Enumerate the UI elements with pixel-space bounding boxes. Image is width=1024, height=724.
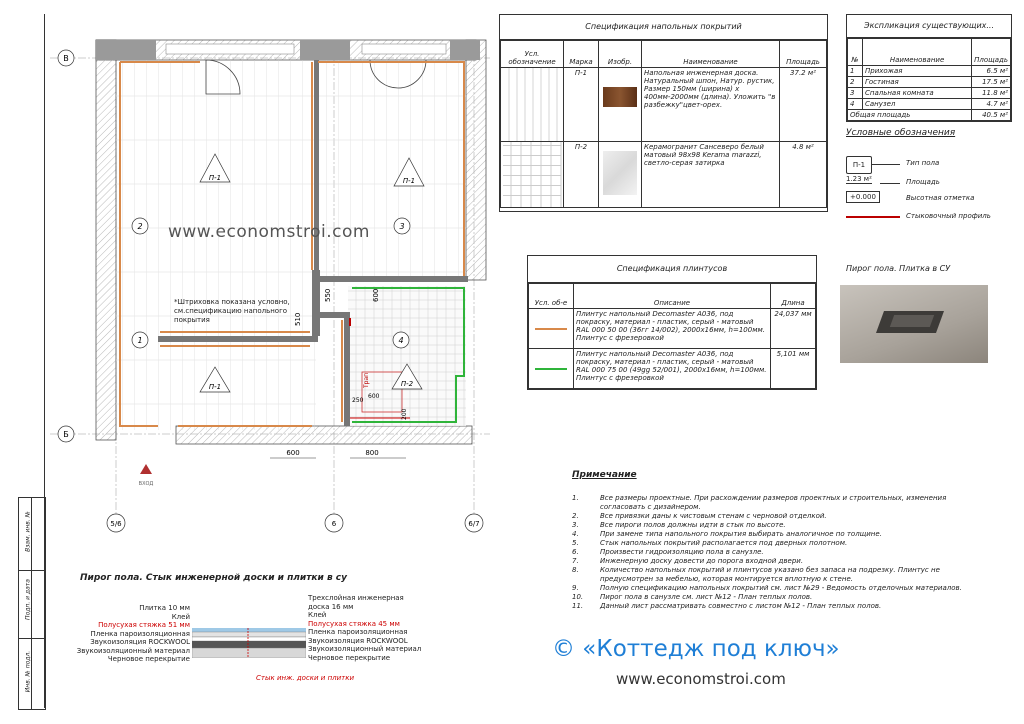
brand-url: www.economstroi.com bbox=[616, 670, 786, 688]
ex-name: Прихожая bbox=[863, 66, 972, 77]
ex-h-area: Площадь bbox=[972, 39, 1011, 66]
fs-img-wood bbox=[599, 68, 642, 142]
fs-area: 4.8 м² bbox=[780, 142, 827, 208]
note-item: 11. Данный лист рассматривать совместно с листом №12 - План теплых полов. bbox=[572, 602, 882, 610]
legend-label-profile: Стыковочный профиль bbox=[906, 212, 991, 220]
notes-title: Примечание bbox=[572, 470, 637, 480]
legend-sym-type bbox=[846, 156, 872, 174]
fs-name: Напольная инженерная доска. Натуральный шпон, Натур. рустик, Размер 150мм (ширина) х 400мм-2000мм (длина). Уложить "в разбежку"цвет-орех. bbox=[642, 68, 780, 142]
ex-n: 1 bbox=[848, 66, 863, 77]
legend bbox=[846, 150, 1016, 230]
stamp-label-2: Подп. и дата bbox=[24, 579, 32, 620]
explication-title: Экспликация существующих... bbox=[847, 15, 1011, 38]
explication-table bbox=[847, 38, 1011, 121]
ex-row bbox=[848, 77, 1011, 88]
ex-area: 11.8 м² bbox=[972, 88, 1011, 99]
skirting-spec-title: Спецификация плинтусов bbox=[528, 256, 816, 283]
legend-sym-area: 1.23 м² bbox=[846, 175, 872, 183]
ex-row bbox=[848, 66, 1011, 77]
dim-200: 200 bbox=[401, 408, 408, 420]
floor-spec-title: Спецификация напольных покрытий bbox=[500, 15, 827, 40]
sk-desc: Плинтус напольный Decomaster A036, под покраску, материал - пластик, серый - матовый RAL 000 75 00 (49gg 52/001), 2000х16мм, h=100мм. Плинтус с фрезеровкой bbox=[574, 349, 771, 389]
sk-h-len: Длина bbox=[771, 284, 816, 309]
threshold-image bbox=[840, 285, 988, 363]
ex-n: 2 bbox=[848, 77, 863, 88]
plan-watermark: www.economstroi.com bbox=[168, 222, 370, 242]
fs-sym-tiles bbox=[501, 142, 564, 208]
sec-l-5: Звукоизоляционный материал bbox=[76, 646, 190, 655]
sec-l-0: Плитка 10 мм bbox=[139, 604, 190, 612]
section-bottom-label: Стык инж. доски и плитки bbox=[256, 674, 355, 682]
dim-510: 510 bbox=[294, 312, 302, 326]
fs-h-img: Изобр. bbox=[599, 41, 642, 68]
fs-h-sym: Усл. обозначение bbox=[501, 41, 564, 68]
sk-row bbox=[529, 309, 816, 349]
section-title: Пирог пола. Стык инженерной доски и плитки в су bbox=[80, 573, 347, 583]
floor-tag-3: П-1 bbox=[402, 177, 416, 185]
sec-l-2: Полусухая стяжка 51 мм bbox=[98, 621, 190, 629]
sec-r-7: Черновое перекрытие bbox=[308, 653, 391, 662]
sec-r-3: Полусухая стяжка 45 мм bbox=[308, 619, 400, 628]
ex-name: Спальная комната bbox=[863, 88, 972, 99]
note-item: 7. Инженерную доску довести до порога входной двери. bbox=[572, 557, 804, 565]
legend-sym-profile bbox=[846, 216, 900, 218]
skirting-spec-panel bbox=[527, 255, 817, 390]
sk-len: 24,037 мм bbox=[771, 309, 816, 349]
floor-tag-4: П-2 bbox=[400, 380, 414, 388]
dim-600-s: 600 bbox=[368, 393, 380, 400]
threshold-title: Пирог пола. Плитка в СУ bbox=[846, 264, 951, 273]
legend-label-area: Площадь bbox=[906, 178, 940, 186]
stamp-label-1: Взам. инв. № bbox=[24, 511, 32, 552]
room-number-3: 3 bbox=[399, 222, 405, 231]
floor-spec-table bbox=[500, 40, 827, 208]
dim-800: 800 bbox=[365, 449, 379, 457]
room-number-2: 2 bbox=[137, 222, 143, 231]
ex-total-row bbox=[848, 110, 1011, 121]
notes-list bbox=[572, 494, 992, 611]
dim-250: 250 bbox=[352, 397, 364, 404]
entrance-arrow bbox=[140, 464, 152, 474]
axis-h-right: 6/7 bbox=[468, 520, 480, 528]
note-item: 1. Все размеры проектные. При расхождении размеров проектных и строительных, изменения согласовать с дизайнером. bbox=[572, 494, 947, 511]
note-item: 2. Все привязки даны к чистовым стенам с черновой отделкой. bbox=[572, 512, 827, 520]
fs-mark: П-1 bbox=[564, 68, 599, 142]
ex-n: 4 bbox=[848, 99, 863, 110]
ex-h-n: № bbox=[848, 39, 863, 66]
ex-area: 6.5 м² bbox=[972, 66, 1011, 77]
fs-img-marble bbox=[599, 142, 642, 208]
axis-h-mid: 6 bbox=[331, 520, 337, 528]
entrance-label: ВХОД bbox=[138, 481, 154, 487]
sec-l-1: Клей bbox=[171, 612, 190, 621]
legend-label-elev: Высотная отметка bbox=[906, 194, 975, 202]
axis-v-top: В bbox=[63, 54, 69, 63]
sk-row bbox=[529, 349, 816, 389]
floor-plan bbox=[50, 30, 500, 540]
sk-h-sym: Усл. об-е bbox=[529, 284, 574, 309]
fs-name: Керамогранит Сансеверо белый матовый 98х98 Kerama marazzi, светло-серая затирка bbox=[642, 142, 780, 208]
sec-l-4: Звукоизоляция ROCKWOOL bbox=[90, 638, 190, 646]
fs-mark: П-2 bbox=[564, 142, 599, 208]
sec-l-3: Пленка пароизоляционная bbox=[90, 629, 190, 638]
note-item: 4. При замене типа напольного покрытия выбирать аналогичное по толщине. bbox=[572, 530, 882, 538]
ex-row bbox=[848, 99, 1011, 110]
trap-label: Трап bbox=[363, 372, 370, 388]
sk-h-desc: Описание bbox=[574, 284, 771, 309]
ex-name: Гостиная bbox=[863, 77, 972, 88]
legend-sym-type-text: П-1 bbox=[852, 161, 866, 169]
dim-600-bottom: 600 bbox=[286, 449, 300, 457]
room-number-1: 1 bbox=[137, 336, 143, 345]
sheet-frame-left bbox=[44, 14, 45, 708]
stamp-strip bbox=[18, 497, 46, 710]
hatch-note: *Штриховка показана условно, см.спецификацию напольного покрытия bbox=[174, 298, 290, 324]
fs-sym-boards bbox=[501, 68, 564, 142]
fs-h-name: Наименование bbox=[642, 41, 780, 68]
dim-550: 550 bbox=[324, 288, 332, 302]
section-left-labels bbox=[70, 604, 190, 664]
sec-l-6: Черновое перекрытие bbox=[107, 655, 190, 663]
sec-r-0: Трехслойная инженерная bbox=[308, 594, 404, 602]
stamp-label-3: Инв. № подл. bbox=[24, 650, 32, 693]
sec-r-2: Клей bbox=[308, 611, 327, 619]
floor-tag-2: П-1 bbox=[208, 383, 222, 391]
fs-row bbox=[501, 142, 827, 208]
ex-name: Санузел bbox=[863, 99, 972, 110]
fs-h-area: Площадь bbox=[780, 41, 827, 68]
explication-panel bbox=[846, 14, 1012, 122]
sec-r-5: Звукоизоляция ROCKWOOL bbox=[308, 636, 408, 645]
ex-n: 3 bbox=[848, 88, 863, 99]
sk-desc: Плинтус напольный Decomaster A036, под покраску, материал - пластик, серый - матовый RAL 000 50 00 (36гг 14/002), 2000х16мм, h=100мм. Плинтус с фрезеровкой bbox=[574, 309, 771, 349]
note-item: 5. Стык напольных покрытий располагается под дверных полотном. bbox=[572, 539, 848, 547]
legend-title: Условные обозначения bbox=[846, 128, 956, 138]
section-right-labels bbox=[308, 594, 428, 662]
note-item: 10. Пирог пола в санузле см. лист №12 - План теплых полов. bbox=[572, 593, 813, 601]
fs-area: 37.2 м² bbox=[780, 68, 827, 142]
axis-v-bottom: Б bbox=[63, 430, 69, 439]
legend-sym-elev: +0.000 bbox=[846, 191, 880, 203]
sec-r-4: Пленка пароизоляционная bbox=[308, 628, 408, 636]
ex-row bbox=[848, 88, 1011, 99]
sec-r-1: доска 16 мм bbox=[308, 602, 354, 611]
ex-total-label: Общая площадь bbox=[848, 110, 972, 121]
ex-total-area: 40.5 м² bbox=[972, 110, 1011, 121]
floor-tag-1: П-1 bbox=[208, 174, 222, 182]
ex-area: 17.5 м² bbox=[972, 77, 1011, 88]
skirting-spec-table bbox=[528, 283, 816, 389]
room-number-4: 4 bbox=[398, 336, 404, 345]
legend-label-type: Тип пола bbox=[906, 159, 940, 167]
note-item: 6. Произвести гидроизоляцию пола в санузле. bbox=[572, 548, 764, 556]
fs-h-mark: Марка bbox=[564, 41, 599, 68]
sk-sym-green bbox=[529, 349, 574, 389]
brand-title: © «Коттедж под ключ» bbox=[552, 636, 840, 662]
axis-h-left: 5/6 bbox=[110, 520, 122, 528]
ex-h-name: Наименование bbox=[863, 39, 972, 66]
note-item: 8. Количество напольных покрытий и плинтусов указано без запаса на подрезку. Плинтус не предусмотрен за мебелью, которая монтируется вплотную к стене. bbox=[572, 566, 940, 583]
section-drawing bbox=[192, 628, 306, 658]
ex-area: 4.7 м² bbox=[972, 99, 1011, 110]
fs-row bbox=[501, 68, 827, 142]
sk-len: 5,101 мм bbox=[771, 349, 816, 389]
note-item: 3. Все пироги полов должны идти в стык по высоте. bbox=[572, 521, 786, 529]
floor-spec-panel bbox=[499, 14, 828, 212]
note-item: 9. Полную спецификацию напольных покрытий см. лист №29 - Ведомость отделочных материалов. bbox=[572, 584, 962, 592]
sk-sym-orange bbox=[529, 309, 574, 349]
dim-600-v: 600 bbox=[372, 288, 380, 302]
sec-r-6: Звукоизоляционный материал bbox=[308, 645, 422, 653]
